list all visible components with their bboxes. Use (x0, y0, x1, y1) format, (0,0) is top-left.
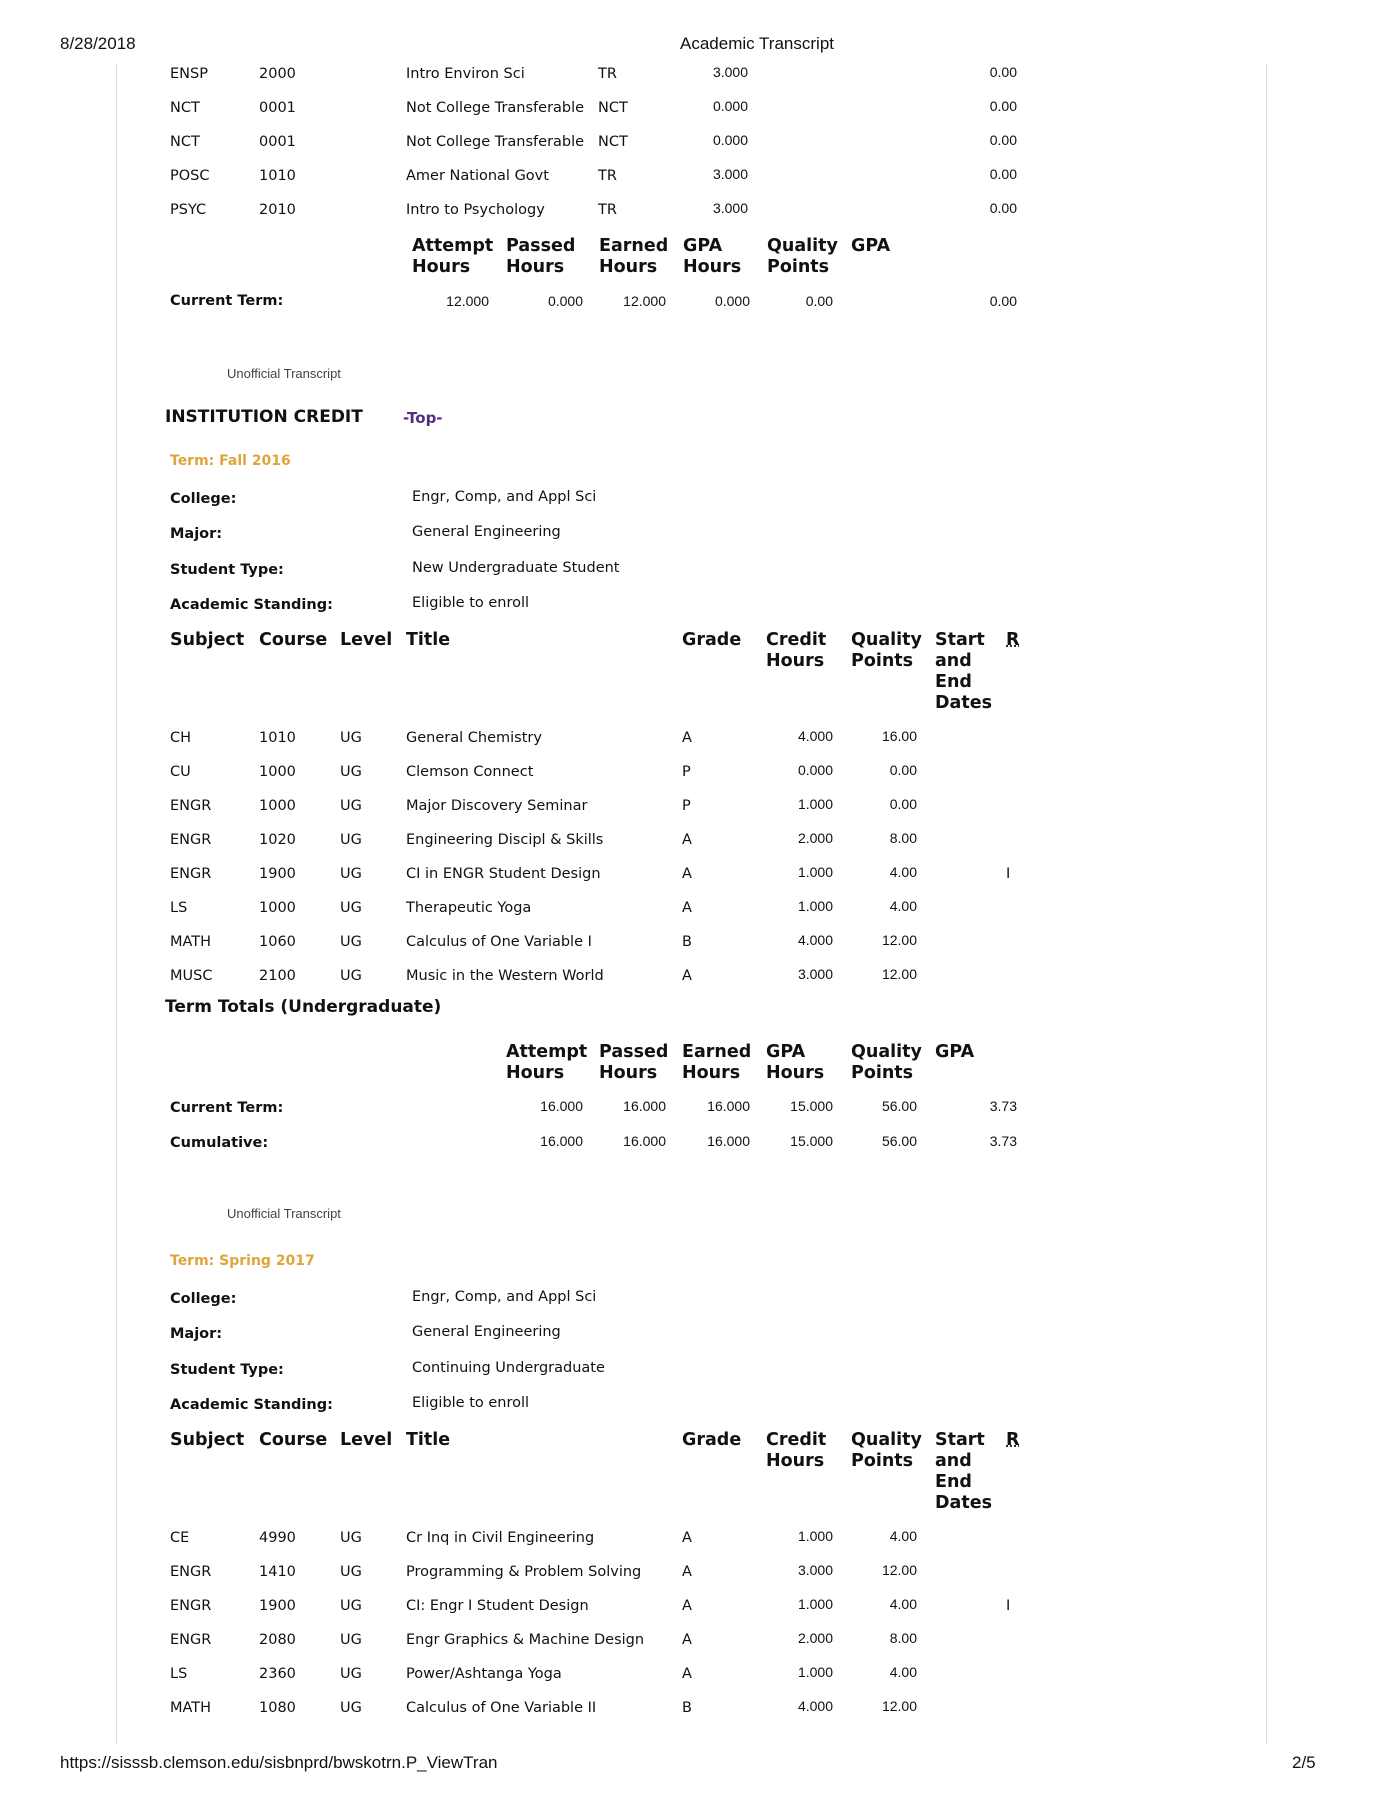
transfer-course-number: 0001 (259, 100, 296, 116)
unofficial-label: Unofficial Transcript (227, 366, 341, 381)
col-header-credit-hours: Credit Hours (766, 1430, 827, 1471)
transfer-quality-points: 0.00 (989, 166, 1017, 182)
info-value-student-type: Continuing Undergraduate (412, 1360, 605, 1376)
transfer-grade: TR (598, 66, 617, 82)
course-quality-points: 4.00 (889, 864, 917, 880)
cumulative-label: Cumulative: (170, 1135, 269, 1151)
info-value-college: Engr, Comp, and Appl Sci (412, 489, 597, 505)
course-quality-points: 12.00 (881, 1562, 917, 1578)
course-subject: MATH (170, 934, 212, 950)
course-credit-hours: 1.000 (797, 864, 833, 880)
transfer-title: Intro to Psychology (406, 202, 545, 218)
course-credit-hours: 2.000 (797, 1630, 833, 1646)
info-label-student-type: Student Type: (170, 1362, 284, 1378)
unofficial-label: Unofficial Transcript (227, 1206, 341, 1221)
current-term-value: 16.000 (707, 1098, 750, 1114)
course-number: 1000 (259, 900, 296, 916)
col-header-quality-points: Quality Points (851, 1430, 922, 1471)
course-level: UG (340, 1598, 362, 1614)
col-header-repeat: R (1006, 630, 1020, 650)
course-number: 2080 (259, 1632, 296, 1648)
course-title: CI: Engr I Student Design (406, 1598, 589, 1614)
course-title: General Chemistry (406, 730, 542, 746)
course-number: 1010 (259, 730, 296, 746)
course-subject: CE (170, 1530, 190, 1546)
current-term-value: 16.000 (623, 1098, 666, 1114)
current-term-label: Current Term: (170, 1100, 284, 1116)
col-header-grade: Grade (682, 1430, 742, 1450)
course-level: UG (340, 1530, 362, 1546)
course-quality-points: 12.00 (881, 966, 917, 982)
course-quality-points: 8.00 (889, 830, 917, 846)
transfer-quality-points: 0.00 (989, 64, 1017, 80)
current-term-value: 16.000 (540, 1098, 583, 1114)
info-label-major: Major: (170, 1326, 223, 1342)
course-level: UG (340, 832, 362, 848)
course-level: UG (340, 900, 362, 916)
cumulative-value: 16.000 (707, 1133, 750, 1149)
transfer-totals-col-header: GPA Hours (683, 236, 742, 277)
course-number: 2360 (259, 1666, 296, 1682)
cumulative-value: 3.73 (989, 1133, 1017, 1149)
course-grade: A (682, 1564, 692, 1580)
term-totals-col-header: Earned Hours (682, 1042, 752, 1083)
course-subject: ENGR (170, 832, 212, 848)
course-credit-hours: 0.000 (797, 762, 833, 778)
info-label-standing: Academic Standing: (170, 597, 333, 613)
col-header-quality-points: Quality Points (851, 630, 922, 671)
current-term-value: 3.73 (989, 1098, 1017, 1114)
course-grade: B (682, 934, 692, 950)
transfer-grade: NCT (598, 134, 628, 150)
course-level: UG (340, 1564, 362, 1580)
transfer-subject: POSC (170, 168, 210, 184)
course-number: 1900 (259, 866, 296, 882)
course-title: Engr Graphics & Machine Design (406, 1632, 645, 1648)
transfer-totals-col-header: Earned Hours (599, 236, 669, 277)
course-quality-points: 4.00 (889, 1664, 917, 1680)
cumulative-value: 56.00 (881, 1133, 917, 1149)
course-grade: B (682, 1700, 692, 1716)
course-level: UG (340, 1632, 362, 1648)
course-quality-points: 0.00 (889, 796, 917, 812)
course-grade: A (682, 832, 692, 848)
course-title: Major Discovery Seminar (406, 798, 588, 814)
info-value-standing: Eligible to enroll (412, 595, 530, 611)
course-quality-points: 0.00 (889, 762, 917, 778)
info-value-standing: Eligible to enroll (412, 1395, 530, 1411)
term-totals-col-header: Quality Points (851, 1042, 922, 1083)
transfer-credit-hours: 0.000 (712, 98, 748, 114)
col-header-subject: Subject (170, 630, 245, 650)
transfer-course-number: 2010 (259, 202, 296, 218)
course-credit-hours: 1.000 (797, 1528, 833, 1544)
cumulative-value: 16.000 (623, 1133, 666, 1149)
transfer-totals-col-header: Passed Hours (506, 236, 576, 277)
term-label: Term: Fall 2016 (170, 453, 291, 469)
transfer-course-number: 1010 (259, 168, 296, 184)
page-number: 2/5 (1292, 1753, 1316, 1772)
info-label-college: College: (170, 1291, 237, 1307)
course-subject: CU (170, 764, 191, 780)
transfer-totals-value: 12.000 (446, 293, 489, 309)
course-credit-hours: 3.000 (797, 966, 833, 982)
course-title: Calculus of One Variable I (406, 934, 592, 950)
course-credit-hours: 1.000 (797, 1664, 833, 1680)
course-credit-hours: 4.000 (797, 932, 833, 948)
course-quality-points: 8.00 (889, 1630, 917, 1646)
course-subject: ENGR (170, 1564, 212, 1580)
print-url: https://sisssb.clemson.edu/sisbnprd/bwskotrn.P_ViewTran (60, 1753, 498, 1772)
term-totals-col-header: GPA (935, 1042, 975, 1062)
course-grade: P (682, 764, 691, 780)
course-credit-hours: 4.000 (797, 1698, 833, 1714)
course-repeat-indicator: I (1006, 866, 1011, 882)
col-header-course: Course (259, 630, 328, 650)
transfer-quality-points: 0.00 (989, 98, 1017, 114)
course-number: 1020 (259, 832, 296, 848)
course-subject: ENGR (170, 1598, 212, 1614)
course-grade: A (682, 1632, 692, 1648)
transfer-title: Not College Transferable (406, 134, 585, 150)
info-value-college: Engr, Comp, and Appl Sci (412, 1289, 597, 1305)
transfer-subject: PSYC (170, 202, 207, 218)
transfer-totals-col-header: GPA (851, 236, 891, 256)
course-number: 1410 (259, 1564, 296, 1580)
course-quality-points: 12.00 (881, 932, 917, 948)
top-link[interactable]: -Top- (403, 409, 443, 427)
course-quality-points: 4.00 (889, 1528, 917, 1544)
info-label-major: Major: (170, 526, 223, 542)
institution-credit-title: INSTITUTION CREDIT (165, 407, 363, 427)
course-level: UG (340, 934, 362, 950)
transfer-course-number: 2000 (259, 66, 296, 82)
transfer-totals-value: 0.00 (805, 293, 833, 309)
left-border (116, 64, 117, 1744)
print-date: 8/28/2018 (60, 34, 136, 53)
current-term-value: 56.00 (881, 1098, 917, 1114)
course-grade: A (682, 968, 692, 984)
course-level: UG (340, 866, 362, 882)
course-grade: A (682, 1666, 692, 1682)
course-level: UG (340, 764, 362, 780)
transfer-grade: TR (598, 202, 617, 218)
course-grade: A (682, 1530, 692, 1546)
course-level: UG (340, 1700, 362, 1716)
course-title: CI in ENGR Student Design (406, 866, 601, 882)
course-subject: LS (170, 1666, 188, 1682)
col-header-dates: Start and End Dates (935, 1430, 992, 1513)
transfer-subject: NCT (170, 134, 200, 150)
course-level: UG (340, 1666, 362, 1682)
cumulative-value: 15.000 (790, 1133, 833, 1149)
transfer-grade: TR (598, 168, 617, 184)
transfer-title: Not College Transferable (406, 100, 585, 116)
course-grade: A (682, 900, 692, 916)
course-subject: LS (170, 900, 188, 916)
col-header-subject: Subject (170, 1430, 245, 1450)
transfer-subject: ENSP (170, 66, 208, 82)
course-level: UG (340, 730, 362, 746)
info-label-college: College: (170, 491, 237, 507)
transfer-totals-col-header: Attempt Hours (412, 236, 494, 277)
col-header-level: Level (340, 1430, 393, 1450)
course-number: 1900 (259, 1598, 296, 1614)
info-value-student-type: New Undergraduate Student (412, 560, 620, 576)
current-term-value: 15.000 (790, 1098, 833, 1114)
term-label: Term: Spring 2017 (170, 1253, 315, 1269)
course-credit-hours: 1.000 (797, 796, 833, 812)
col-header-level: Level (340, 630, 393, 650)
col-header-dates: Start and End Dates (935, 630, 992, 713)
transfer-grade: NCT (598, 100, 628, 116)
course-number: 4990 (259, 1530, 296, 1546)
course-quality-points: 4.00 (889, 1596, 917, 1612)
info-label-standing: Academic Standing: (170, 1397, 333, 1413)
info-value-major: General Engineering (412, 524, 561, 540)
course-subject: MATH (170, 1700, 212, 1716)
term-totals-col-header: Passed Hours (599, 1042, 669, 1083)
course-subject: ENGR (170, 1632, 212, 1648)
print-title: Academic Transcript (680, 34, 834, 53)
info-label-student-type: Student Type: (170, 562, 284, 578)
course-quality-points: 12.00 (881, 1698, 917, 1714)
term-totals-col-header: Attempt Hours (506, 1042, 588, 1083)
course-title: Calculus of One Variable II (406, 1700, 597, 1716)
transfer-credit-hours: 0.000 (712, 132, 748, 148)
course-grade: A (682, 730, 692, 746)
course-number: 1000 (259, 798, 296, 814)
transfer-title: Amer National Govt (406, 168, 549, 184)
transfer-quality-points: 0.00 (989, 132, 1017, 148)
transfer-totals-value: 0.000 (714, 293, 750, 309)
transfer-totals-value: 12.000 (623, 293, 666, 309)
transfer-current-term-label: Current Term: (170, 293, 284, 309)
course-credit-hours: 3.000 (797, 1562, 833, 1578)
transfer-credit-hours: 3.000 (712, 200, 748, 216)
course-title: Therapeutic Yoga (406, 900, 532, 916)
course-subject: ENGR (170, 798, 212, 814)
transfer-totals-col-header: Quality Points (767, 236, 838, 277)
course-repeat-indicator: I (1006, 1598, 1011, 1614)
term-totals-title: Term Totals (Undergraduate) (165, 997, 442, 1017)
course-credit-hours: 2.000 (797, 830, 833, 846)
col-header-credit-hours: Credit Hours (766, 630, 827, 671)
course-level: UG (340, 968, 362, 984)
col-header-title: Title (406, 630, 451, 650)
course-credit-hours: 4.000 (797, 728, 833, 744)
transfer-quality-points: 0.00 (989, 200, 1017, 216)
course-number: 2100 (259, 968, 296, 984)
course-number: 1080 (259, 1700, 296, 1716)
transfer-course-number: 0001 (259, 134, 296, 150)
course-level: UG (340, 798, 362, 814)
right-border (1266, 64, 1267, 1744)
course-grade: A (682, 1598, 692, 1614)
course-number: 1000 (259, 764, 296, 780)
course-title: Engineering Discipl & Skills (406, 832, 604, 848)
col-header-title: Title (406, 1430, 451, 1450)
term-totals-col-header: GPA Hours (766, 1042, 825, 1083)
course-credit-hours: 1.000 (797, 898, 833, 914)
course-quality-points: 4.00 (889, 898, 917, 914)
course-title: Programming & Problem Solving (406, 1564, 642, 1580)
course-grade: A (682, 866, 692, 882)
transfer-totals-value: 0.000 (547, 293, 583, 309)
transfer-credit-hours: 3.000 (712, 166, 748, 182)
course-quality-points: 16.00 (881, 728, 917, 744)
col-header-grade: Grade (682, 630, 742, 650)
course-grade: P (682, 798, 691, 814)
course-title: Clemson Connect (406, 764, 534, 780)
course-subject: MUSC (170, 968, 213, 984)
col-header-repeat: R (1006, 1430, 1020, 1450)
course-title: Music in the Western World (406, 968, 604, 984)
col-header-course: Course (259, 1430, 328, 1450)
course-credit-hours: 1.000 (797, 1596, 833, 1612)
course-title: Cr Inq in Civil Engineering (406, 1530, 595, 1546)
transfer-title: Intro Environ Sci (406, 66, 525, 82)
transfer-subject: NCT (170, 100, 200, 116)
course-subject: CH (170, 730, 192, 746)
course-title: Power/Ashtanga Yoga (406, 1666, 562, 1682)
transfer-credit-hours: 3.000 (712, 64, 748, 80)
course-subject: ENGR (170, 866, 212, 882)
cumulative-value: 16.000 (540, 1133, 583, 1149)
transfer-totals-value: 0.00 (989, 293, 1017, 309)
course-number: 1060 (259, 934, 296, 950)
info-value-major: General Engineering (412, 1324, 561, 1340)
